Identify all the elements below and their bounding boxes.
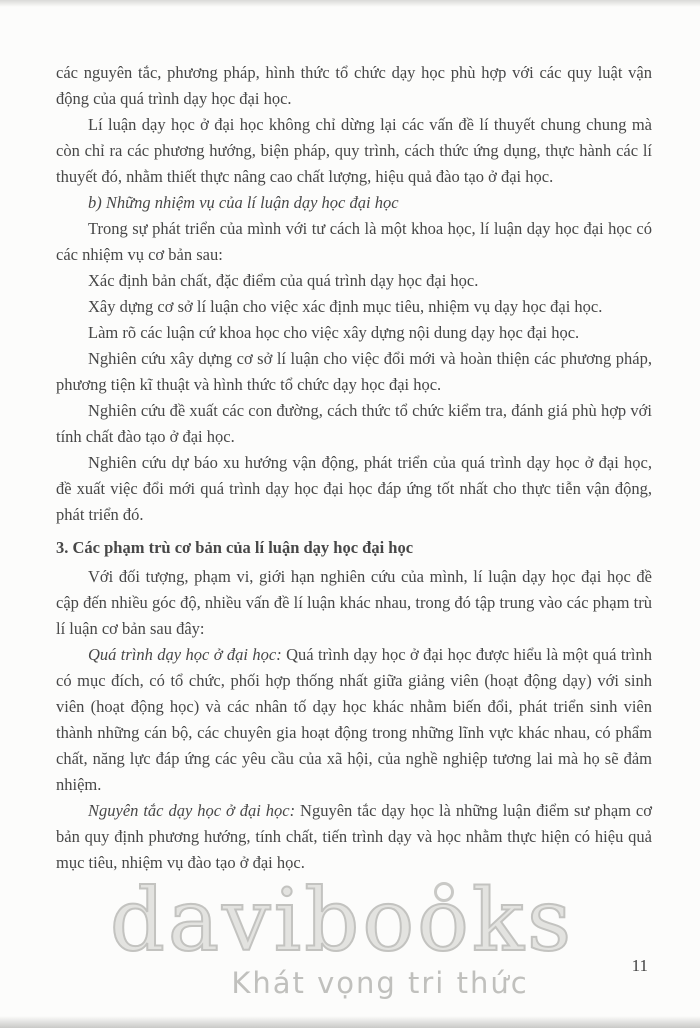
- section-heading: 3. Các phạm trù cơ bản của lí luận dạy học đại học: [56, 538, 414, 557]
- definition-text: Nguyên tắc dạy học là những luận điểm sư phạm cơ bản quy định phương hướng, tính chất, tiến trình dạy và học nhằm thực hiện có hiệu quả mục tiêu, nhiệm vụ đào tạo ở đại học.: [56, 801, 652, 872]
- paragraph: Xác định bản chất, đặc điểm của quá trình dạy học đại học.: [88, 271, 479, 290]
- paragraph: Xây dựng cơ sở lí luận cho việc xác định mục tiêu, nhiệm vụ dạy học đại học.: [88, 297, 603, 316]
- watermark-brand: davibooks: [109, 871, 575, 971]
- term-label: Quá trình dạy học ở đại học:: [88, 645, 282, 664]
- page-number: 11: [631, 956, 648, 975]
- paragraph: Với đối tượng, phạm vi, giới hạn nghiên cứu của mình, lí luận dạy học đại học đề cập đến nhiều góc độ, nhiều vấn đề lí luận khác nhau, trong đó tập trung vào các phạm trù lí luận cơ bản sau đây:: [56, 567, 652, 638]
- paragraph-continuation: các nguyên tắc, phương pháp, hình thức tổ chức dạy học phù hợp với các quy luật vận động của quá trình dạy học đại học.: [56, 63, 652, 108]
- paragraph: Làm rõ các luận cứ khoa học cho việc xây dựng nội dung dạy học đại học.: [88, 323, 580, 342]
- subsection-heading: b) Những nhiệm vụ của lí luận dạy học đại học: [88, 193, 399, 212]
- paragraph: Nghiên cứu xây dựng cơ sở lí luận cho việc đổi mới và hoàn thiện các phương pháp, phương tiện kĩ thuật và hình thức tổ chức dạy học đại học.: [56, 349, 652, 394]
- scan-edge-bottom: [0, 1016, 700, 1028]
- paragraph-definition: [56, 798, 652, 876]
- paragraph-definition: [56, 642, 652, 798]
- scan-edge-top: [0, 0, 700, 7]
- definition-text: Quá trình dạy học ở đại học được hiểu là một quá trình có mục đích, có tổ chức, phối hợp thống nhất giữa giảng viên (hoạt động dạy) với sinh viên (hoạt động học) và các nhân tố dạy học khác nhằm biến đổi, phát triển sinh viên thành những cán bộ, các chuyên gia hoạt động trong những lĩnh vực khác nhau, có phẩm chất, năng lực đáp ứng các yêu cầu của xã hội, của nghề nghiệp tương lai mà họ sẽ đảm nhiệm.: [56, 645, 652, 794]
- paragraph: Trong sự phát triển của mình với tư cách là một khoa học, lí luận dạy học đại học có các nhiệm vụ cơ bản sau:: [56, 219, 652, 264]
- page-content: [56, 60, 652, 876]
- paragraph: Nghiên cứu đề xuất các con đường, cách thức tổ chức kiểm tra, đánh giá phù hợp với tính chất đào tạo ở đại học.: [56, 401, 652, 446]
- watermark-tagline: Khát vọng tri thức: [231, 966, 529, 1000]
- publisher-watermark: [0, 871, 700, 1000]
- paragraph: Nghiên cứu dự báo xu hướng vận động, phát triển của quá trình dạy học ở đại học, đề xuất việc đổi mới quá trình dạy học đại học đáp ứng tốt nhất cho thực tiễn vận động, phát triển đó.: [56, 453, 652, 524]
- term-label: Nguyên tắc dạy học ở đại học:: [88, 801, 296, 820]
- paragraph: Lí luận dạy học ở đại học không chỉ dừng lại các vấn đề lí thuyết chung chung mà còn chỉ ra các phương hướng, biện pháp, quy trình, cách thức ứng dụng, thực hành các lí thuyết đó, nhằm thiết thực nâng cao chất lượng, hiệu quả đào tạo ở đại học.: [56, 115, 652, 186]
